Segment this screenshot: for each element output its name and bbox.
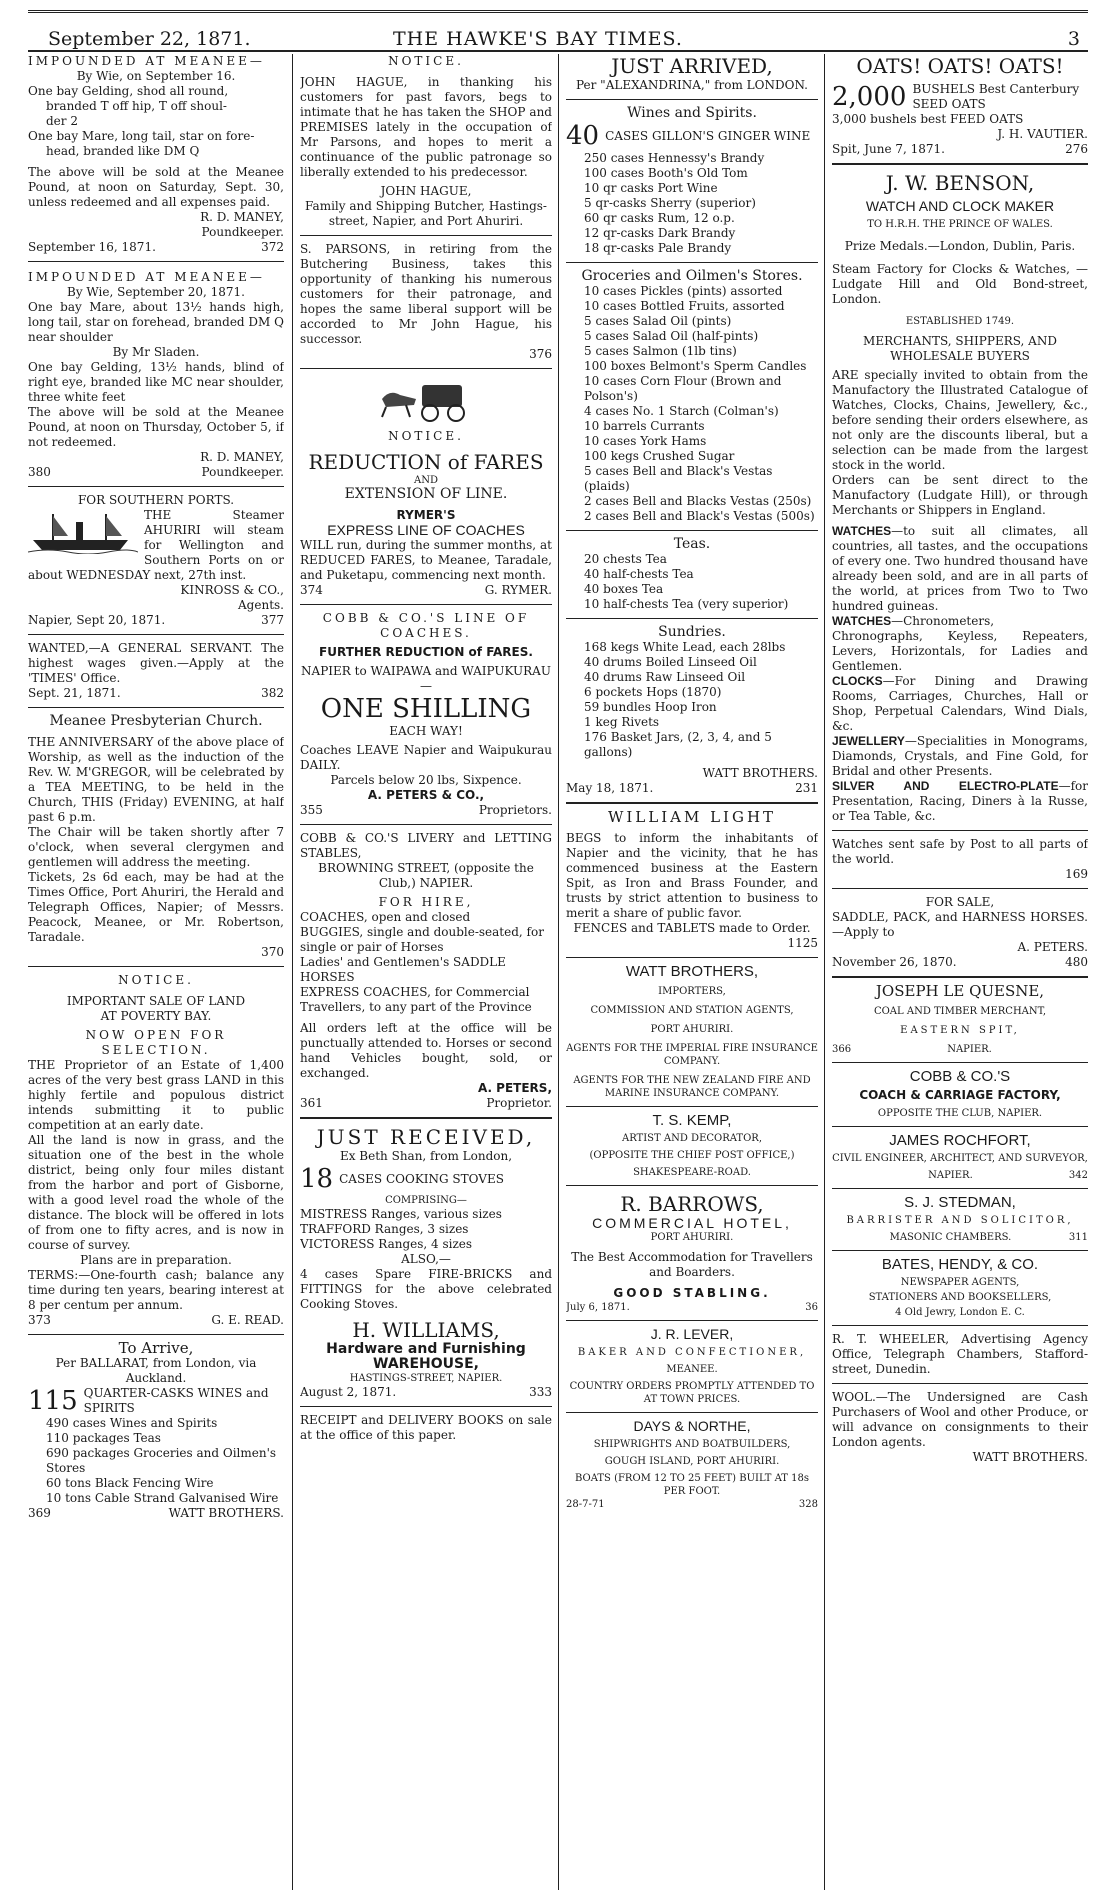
impounded-ad-1: IMPOUNDED AT MEANEE— By Wie, on September 16. One bay Gelding, shod all round, branded T off hip, T off shoul- der 2 One bay Mare, long tail, star on fore- head, branded like DM Q The above will be sold at the Meanee Pound, at noon on Saturday, Sept. 30, unless redeemed and all expenses paid. R. D. MANEY, Poundkeeper. September 16, 1871. 372: [28, 54, 284, 254]
masthead: [28, 10, 1088, 52]
horses-for-sale-ad: FOR SALE, SADDLE, PACK, and HARNESS HORSES.—Apply to A. PETERS. November 26, 1870. 480: [832, 895, 1088, 969]
kemp-ad: T. S. KEMP, ARTIST AND DECORATOR, (OPPOSITE THE CHIEF POST OFFICE,) SHAKESPEARE-ROAD.: [589, 1112, 795, 1178]
column-rule: [824, 54, 825, 1890]
stedman-ad: S. J. STEDMAN, BARRISTER AND SOLICITOR, MASONIC CHAMBERS. 311: [846, 1194, 1088, 1243]
watt-brothers-agents-ad: WATT BROTHERS, IMPORTERS, COMMISSION AND STATION AGENTS, PORT AHURIRI. AGENTS FOR THE IMPERIAL FIRE INSURANCE COMPANY. AGENTS FOR THE NEW ZEALAND FIRE AND MARINE INSURANCE COMPANY.: [566, 963, 818, 1099]
wanted-ad: WANTED,—A GENERAL SERVANT. The highest wages given.—Apply at the 'TIMES' Office. Sept. 21, 1871. 382: [28, 641, 284, 700]
column-3: [566, 54, 818, 1890]
newspaper-page: [28, 10, 1088, 1895]
rochfort-ad: JAMES ROCHFORT, CIVIL ENGINEER, ARCHITECT, AND SURVEYOR, NAPIER. 342: [832, 1132, 1088, 1181]
steamship-icon: [28, 510, 138, 554]
stagecoach-icon: [376, 375, 476, 425]
column-rule: [292, 54, 293, 1890]
cobb-coaches-ad: COBB & CO.'S LINE OF COACHES. FURTHER REDUCTION of FARES. NAPIER to WAIPAWA and WAIPUKURAU— ONE SHILLING EACH WAY! Coaches LEAVE Napier and Waipukurau DAILY. Parcels below 20 lbs, Sixpence. A. PETERS & CO., 355 Proprietors.: [300, 611, 552, 817]
issue-date: September 22, 1871.: [48, 28, 251, 50]
williams-stoves-ad: JUST RECEIVED, Ex Beth Shan, from London, 18 CASES COOKING STOVES COMPRISING— MISTRESS Ranges, various sizes TRAFFORD Ranges, 3 sizes VICTORESS Ranges, 4 sizes ALSO,— 4 cases Spare FIRE-BRICKS and FITTINGS for the above celebrated Cooking Stoves. H. WILLIAMS, Hardware and Furnishing WAREHOUSE, HASTINGS-STREET, NAPIER. August 2, 1871. 333: [300, 1125, 552, 1399]
column-rule: [558, 54, 559, 1890]
oats-ad: OATS! OATS! OATS! 2,000 BUSHELS Best Canterbury SEED OATS 3,000 bushels best FEED OATS J. H. VAUTIER. Spit, June 7, 1871. 276: [832, 54, 1088, 156]
barrows-hotel-ad: R. BARROWS, COMMERCIAL HOTEL, PORT AHURIRI. The Best Accommodation for Travellers and Boarders. GOOD STABLING. July 6, 1871. 36: [566, 1192, 818, 1313]
wheeler-ad: R. T. WHEELER, Advertising Agency Office, Telegraph Chambers, Stafford-street, Dunedin.: [832, 1332, 1088, 1376]
days-northe-ad: DAYS & NORTHE, SHIPWRIGHTS AND BOATBUILDERS, GOUGH ISLAND, PORT AHURIRI. BOATS (FROM 12 TO 25 FEET) BUILT AT 18s PER FOOT. 28-7-71 328: [566, 1418, 818, 1510]
receipt-books-ad: RECEIPT and DELIVERY BOOKS on sale at the office of this paper.: [300, 1413, 552, 1442]
column-4: [832, 54, 1088, 1890]
bates-hendy-ad: BATES, HENDY, & CO. NEWSPAPER AGENTS, STATIONERS AND BOOKSELLERS, 4 Old Jewry, London E. C.: [868, 1256, 1052, 1318]
southern-ports-ad: FOR SOUTHERN PORTS. THE Steamer AHURIRI will steam for Wellington and Southern Ports on or about WEDNESDAY next, 27th inst. KINROSS & CO., Agents. Napier, Sept 20, 1871. 377: [28, 493, 284, 627]
rymer-coaches-ad: NOTICE. REDUCTION of FARES AND EXTENSION OF LINE. RYMER'S EXPRESS LINE OF COACHES WILL run, during the summer months, at REDUCED FARES, to Meanee, Taradale, and Puketapu, commencing next month. 374 G. RYMER.: [300, 375, 552, 598]
to-arrive-ad: To Arrive, Per BALLARAT, from London, via Auckland. 115 QUARTER-CASKS WINES and SPIRITS 490 cases Wines and Spirits 110 packages Teas 690 packages Groceries and Oilmen's Stores 60 tons Black Fencing Wire 10 tons Cable Strand Galvanised Wire 369 WATT BROTHERS.: [28, 1339, 284, 1520]
watt-just-arrived-ad: JUST ARRIVED, Per "ALEXANDRINA," from LONDON. Wines and Spirits. 40 CASES GILLON'S GINGER WINE 250 cases Hennessy's Brandy 100 cases Booth's Old Tom 10 qr casks Port Wine 5 qr-casks Sherry (superior) 60 qr casks Rum, 12 o.p. 12 qr-casks Dark Brandy 18 qr-casks Pale Brandy Groceries and Oilmen's Stores. 10 cases Pickles (pints) assorted 10 cases Bottled Fruits, assorted 5 cases Salad Oil (pints) 5 cases Salad Oil (half-pints) 5 cases Salmon (1lb tins) 100 boxes Belmont's Sperm Candles 10 cases Corn Flour (Brown and Polson's) 4 cases No. 1 Starch (Colman's) 10 barrels Currants 10 cases York Hams 100 kegs Crushed Sugar 5 cases Bell and Black's Vestas (plaids) 2 cases Bell and Blacks Vestas (250s) 2 cases Bell and Black's Vestas (500s) Teas. 20 chests Tea 40 half-chests Tea 40 boxes Tea 10 half-chests Tea (very superior) Sundries. 168 kegs White Lead, each 28lbs 40 drums Boiled Linseed Oil 40 drums Raw Linseed Oil 6 pockets Hops (1870) 59 bundles Hoop Iron 1 keg Rivets 176 Basket Jars, (2, 3, 4, and 5 gallons) WATT BROTHERS. May 18, 1871. 231: [566, 54, 818, 795]
le-quesne-ad: JOSEPH LE QUESNE, COAL AND TIMBER MERCHANT, EASTERN SPIT, 366 NAPIER.: [832, 982, 1047, 1055]
livery-stables-ad: COBB & CO.'S LIVERY and LETTING STABLES, BROWNING STREET, (opposite the Club,) NAPIER. FOR HIRE, COACHES, open and closed BUGGIES, single and double-seated, for single or pair of Horses Ladies' and Gentlemen's SADDLE HORSES EXPRESS COACHES, for Commercial Travellers, to any part of the Province All orders left at the office will be punctually attended to. Horses or second hand Vehicles bought, sold, or exchanged. A. PETERS, 361 Proprietor.: [300, 831, 552, 1110]
page-number: 3: [1067, 28, 1080, 50]
land-sale-ad: NOTICE. IMPORTANT SALE OF LAND AT POVERTY BAY. NOW OPEN FOR SELECTION. THE Proprietor of an Estate of 1,400 acres of the very best grass LAND in this highly fertile and populous district intends submitting it to public competition at an early date. All the land is now in grass, and the situation one of the best in the whole district, being only four miles distant from the harbor and port of Gisborne, with a good level road the whole of the distance. The block will be offered in lots of from one to fifty acres, and is now in course of survey. Plans are in preparation. TERMS:—One-fourth cash; balance any time during ten years, bearing interest at 8 per centum per annum. 373 G. E. READ.: [28, 973, 284, 1327]
paper-title: THE HAWKE'S BAY TIMES.: [393, 28, 683, 50]
william-light-ad: WILLIAM LIGHT BEGS to inform the inhabitants of Napier and the vicinity, that he has commenced business at the Eastern Spit, as Iron and Brass Founder, and trusts by strict attention to business to merit a share of public favor. FENCES and TABLETS made to Order. 1125: [566, 808, 818, 950]
wool-ad: WOOL.—The Undersigned are Cash Purchasers of Wool and other Produce, or will advance on consignments to their London agents. WATT BROTHERS.: [832, 1390, 1088, 1464]
cobb-factory-ad: COBB & CO.'S COACH & CARRIAGE FACTORY, OPPOSITE THE CLUB, NAPIER.: [859, 1068, 1061, 1119]
column-1: [28, 54, 284, 1890]
benson-watchmaker-ad: J. W. BENSON, WATCH AND CLOCK MAKER TO H.R.H. THE PRINCE OF WALES. Prize Medals.—London, Dublin, Paris. Steam Factory for Clocks & Watches, —Ludgate Hill and Old Bond-street, London. ESTABLISHED 1749. MERCHANTS, SHIPPERS, AND WHOLESALE BUYERS ARE specially invited to obtain from the Manufactory the Illustrated Catalogue of Watches, Clocks, Chains, Jewellery, &c., before sending their orders elsewhere, as not only are the discounts liberal, but a selection can be made from the largest stock in the world. Orders can be sent direct to the Manufactory (Ludgate Hill), or through Merchants or Shippers in England. WATCHES—to suit all climates, all countries, all tastes, and the occupations of every one. Two hundred thousand have already been sold, and are in all parts of the world, at prices from Two to Two hundred guineas. WATCHES—Chronometers, Chronographs, Keyless, Repeaters, Levers, Horizontals, for Ladies and Gentlemen. CLOCKS—For Dining and Drawing Rooms, Carriages, Churches, Hall or Shop, Perpetual Calendars, Wind Dials, &c. JEWELLERY—Specialities in Monograms, Diamonds, Crystals, and Fine Gold, for Bridal and other Presents. SILVER AND ELECTRO-PLATE—for Presentation, Racing, Diners à la Russe, or Tea Table, &c. Watches sent safe by Post to all parts of the world. 169: [832, 171, 1088, 881]
hague-notice: NOTICE. JOHN HAGUE, in thanking his customers for past favors, begs to intimate that he has taken the SHOP and PREMISES lately in the occupation of Mr Parsons, and hopes to merit a continuance of the public patronage so liberally extended to his predecessor. JOHN HAGUE, Family and Shipping Butcher, Hastings-street, Napier, and Port Ahuriri. S. PARSONS, in retiring from the Butchering Business, takes this opportunity of thanking his numerous customers for their patronage, and hopes the same liberal support will be accorded to Mr John Hague, his successor. 376: [300, 54, 552, 361]
column-2: [300, 54, 552, 1890]
church-notice: Meanee Presbyterian Church. THE ANNIVERSARY of the above place of Worship, as well as the induction of the Rev. W. M'GREGOR, will be celebrated by a TEA MEETING, to be held in the Church, THIS (Friday) EVENING, at half past 6 p.m. The Chair will be taken shortly after 7 o'clock, when several clergymen and gentlemen will address the meeting. Tickets, 2s 6d each, may be had at the Times Office, Port Ahuriri, the Herald and Telegraph Offices, Napier; of Messrs. Peacock, Meanee, or Mr. Robertson, Taradale. 370: [28, 713, 284, 959]
impounded-ad-2: IMPOUNDED AT MEANEE— By Wie, September 20, 1871. One bay Mare, about 13½ hands high, long tail, star on forehead, branded DM Q near shoulder By Mr Sladen. One bay Gelding, 13½ hands, blind of right eye, branded like MC near shoulder, three white feet The above will be sold at the Meanee Pound, at noon on Thursday, October 5, if not redeemed. R. D. MANEY, 380 Poundkeeper.: [28, 270, 284, 479]
lever-bakery-ad: J. R. LEVER, BAKER AND CONFECTIONER, MEANEE. COUNTRY ORDERS PROMPTLY ATTENDED TO AT TOWN PRICES.: [569, 1326, 815, 1405]
